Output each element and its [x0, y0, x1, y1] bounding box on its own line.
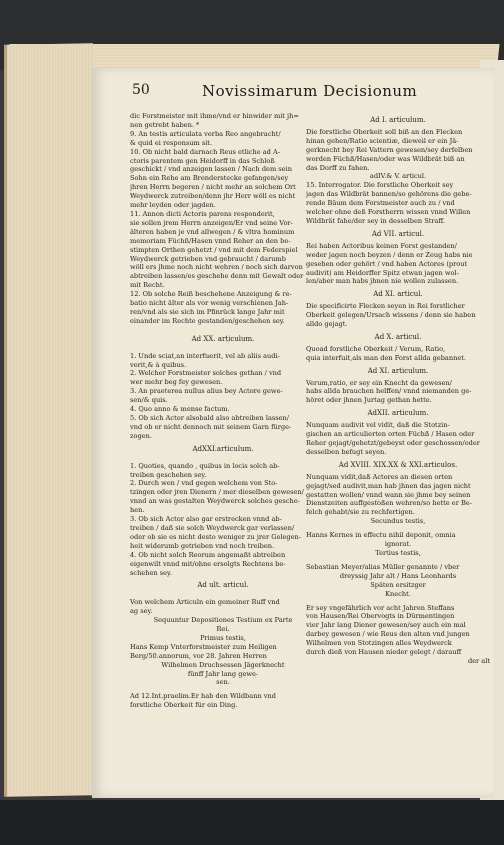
text-line: ctoris parentem gen Heidorff in das Schloß — [130, 156, 275, 165]
text-line: verit,& à quibus. — [130, 360, 187, 369]
text-line: oder ob sie es nicht desto weniger zu jrer Gelegen- — [130, 532, 301, 541]
section-heading: Ad XVIII. XIX.XX & XXI.articulos. — [338, 460, 458, 469]
text-line: Wilhelmen Druchsessen Jägerknecht — [161, 660, 285, 669]
text-line: der alt — [467, 656, 490, 665]
text-line: stimpten Orthen gehetzt / vnd mit dem Federspiel — [130, 245, 298, 254]
section-heading: Ad XI. articul. — [373, 290, 423, 299]
text-line: heit widerumb getrieben vnd noch treiben. — [130, 541, 275, 550]
section-heading: Ad X. articul. — [374, 332, 422, 341]
text-line: Hans Kemp Vnterforstmeister zum Heiligen — [130, 642, 277, 651]
text-line: wer mehr beg fey gewesen. — [130, 378, 223, 387]
text-line: gejagt/sed audivit,man hab jhnen das jagen nicht — [306, 481, 471, 490]
text-line: ren/vnd als sie sich im Pfinrück lange Jahr mit — [130, 307, 285, 316]
text-line: 3. Ob sich Actor also gar erstrecken vnnd ab- — [130, 515, 282, 524]
text-line: forstliche Oberkeit für ein Ding. — [130, 701, 238, 710]
spacer — [130, 326, 316, 331]
section-heading: Ad ult. articul. — [197, 581, 249, 590]
section-heading: Ad VII. articul. — [371, 229, 425, 238]
section-heading: Ad XX. articulum. — [191, 334, 255, 343]
text-line: darbey gewesen / wie Reus den alten vnd jungen — [306, 630, 470, 639]
text-line: alldo gejagt. — [306, 320, 348, 329]
text-line: sie sollen jrem Herrn anzeigen/Er vnd seine Vor- — [130, 218, 293, 227]
text-line: Ad 12.Int.praelim.Er hab den Wildbann vnd — [130, 692, 276, 701]
text-line: durch dieß von Hausen nieder gelegt / darauff — [306, 648, 462, 657]
text-line: jhren Herrn begeren / nicht mehr an solchem Ort — [130, 183, 296, 192]
text-line: treiben / daß sie solch Weydwerck gar verlassen/ — [130, 523, 295, 532]
text-line: gischen an articulierten orten Füchß / Hasen oder — [306, 430, 475, 439]
text-line: quia interfuit,als man den Forst allda gebannet. — [306, 353, 466, 362]
text-line: weder jagen noch beyzen / denn er Zeug habs nie — [306, 250, 473, 259]
text-line: audivit) am Heidorffer Spitz etwan jagen wol- — [306, 268, 459, 277]
text-line: 4. Ob nicht solch Reorum angemaßt abtreiben — [130, 550, 286, 559]
text-line: das Dorff zu fahen. — [306, 163, 370, 172]
text-line: sen. — [216, 678, 230, 687]
text-line: worden Füchß/Hasen/oder was Wildbrät biß an — [306, 154, 465, 163]
text-line: abtreiben lassen/es geschehe denn mit Gewalt oder — [130, 272, 304, 281]
text-line: wöll ers jhme noch nicht wehren / noch sich darvon — [130, 263, 303, 272]
text-line: ag sey. — [130, 607, 153, 616]
text-line: welcher ohne deß Forstherrn wissen vnnd Willen — [306, 208, 471, 217]
text-line: gerknecht bey Rei Vattern gewesen/sey derfelben — [306, 145, 473, 154]
text-line: zogen. — [130, 431, 152, 440]
text-line: mehr leyden oder jagden. — [130, 201, 216, 210]
running-title: Novissimarum Decisionum — [202, 82, 418, 100]
text-line: desselben befugt seyen. — [306, 447, 387, 456]
text-line: Reher gejagt/gehetzt/gebeyst oder geschossen/oder — [306, 439, 480, 447]
right-text-column — [306, 112, 490, 794]
text-line: Knecht. — [385, 589, 411, 598]
text-line: Die specificirte Flecken seyen in Rei forstlicher — [306, 302, 465, 311]
text-line: Sohn ein Rehe am Brenderstecke gefangen/sey — [130, 174, 289, 183]
text-line: dic Forstmeister mit ihme/vnd er hinwider mit jh= — [130, 112, 299, 120]
text-line: Wilhelmen von Stotzingen alles Weydwerck — [306, 639, 452, 648]
text-line: Oberkeit gelegen/Ursach wissens / denn sie haben — [306, 311, 476, 320]
text-line: Nunquam audivit vel vidit, daß die Stotzin- — [306, 421, 450, 430]
section-heading: AdXXI.articulum. — [192, 444, 254, 453]
text-line: 4. Quo anno & mense factum. — [130, 405, 230, 414]
text-line: tzingen oder jren Dienern / mer dieselben gewesen/ — [130, 488, 304, 497]
text-line: gestatten wollen/ vnnd wann sie jhme bey seinen — [306, 490, 471, 499]
text-line: Nunquam vidit,daß Actores an diesen orten — [306, 472, 453, 481]
book-page — [92, 68, 494, 798]
text-line: geschickt / vnd anzeigen lassen / Nach dem sein — [130, 165, 292, 174]
text-line: 15. Interrogator. Die forstliche Oberkeit sey — [306, 181, 454, 190]
text-line: 9. An testis articulata verba Reo angebracht/ — [130, 129, 281, 138]
text-line: felch gehabt/sie zu rechfertigen. — [306, 508, 415, 517]
text-line: & quid ei responsum sit. — [130, 138, 213, 147]
text-line: mit Recht. — [130, 281, 165, 290]
text-line: 1. Unde sciat,an interfuerit, vel ab aliis audi- — [130, 351, 280, 360]
text-line: adIV.& V. articul. — [369, 172, 427, 181]
text-line: jagen das Wildbrät bannen/so gehörens die gebe- — [306, 190, 472, 199]
text-line: Die forstliche Oberkeit soll biß an den Flecken — [306, 127, 463, 136]
dark-background-bottom — [0, 800, 504, 845]
text-line: vier Jahr lang Diener gewesen/sey auch ein mal — [306, 621, 466, 630]
text-line: hinan gehen/Ratio scientiæ, dieweil er ein Jä- — [306, 136, 459, 145]
text-line: einander im Rechte gestanden/geschehen sey. — [130, 316, 285, 325]
text-line: Dienstzeiten auffgestoßen wehren/so hette er Be- — [306, 499, 472, 508]
text-line: len/aber man habs jhnen nie wollen zulassen. — [306, 277, 459, 286]
text-line: Späten ersitzger — [370, 580, 426, 589]
text-line: 5. Ob sich Actor alsobald also abtreiben lassen/ — [130, 414, 290, 422]
text-line: Sebastian Meyer/alias Müller genannte / vber — [306, 562, 460, 571]
text-line: gesehen oder gehört / vnd haben Actores (prout — [306, 259, 468, 268]
text-line: treiben geschehen sey. — [130, 470, 207, 479]
text-line: Von welchem Articuln ein gemeiner Ruff vnd — [130, 598, 280, 607]
section-heading: AdXII. articulum. — [367, 409, 429, 418]
text-line: sen/& quis. — [130, 396, 168, 405]
text-line: schehen sey. — [130, 568, 172, 577]
text-line: batio nicht älter als vor wenig verschienen Jah- — [130, 299, 289, 308]
text-line: Sequuntur Depositiones Testium ex Parte — [153, 616, 293, 625]
book-page-edges — [4, 43, 93, 797]
text-line: 1. Quoties, quando , quibus in locis solch ab- — [130, 461, 280, 470]
text-line: Weydwerck zutreiben/denn jhr Herr wöll es nicht — [130, 192, 296, 201]
section-heading: Ad XI. articulum. — [367, 366, 429, 375]
text-line: Secundus testis, — [370, 517, 426, 526]
text-line: Rei. — [216, 625, 230, 634]
text-line: vnd ob er nicht dennoch mit seinem Garn fürge- — [130, 422, 292, 431]
text-line: dreyssig Jahr alt / Hans Leonhards — [339, 571, 457, 580]
text-line: ignorat. — [384, 540, 412, 549]
text-line: Weydwerck getrieben vnd gebraucht / darumb — [130, 254, 286, 263]
text-line: memoriam Füchß/Hasen vnnd Reher an den be- — [130, 236, 291, 245]
text-line: nen getrebt haben. * — [130, 120, 200, 129]
text-line: 10. Ob nicht bald darnach Reus etliche ad A- — [130, 147, 280, 156]
text-line: Quoad forstliche Oberkeit / Verum, Ratio, — [306, 344, 446, 353]
text-line: Rei haben Actoribus keinen Forst gestanden/ — [306, 241, 457, 250]
text-line: 3. An praeterea nullus alius bey Actore gewe- — [130, 387, 283, 396]
text-line: vnnd an was gestalten Weydwerck solches gesche- — [130, 497, 300, 506]
text-line: Tertius testis, — [375, 548, 421, 557]
text-line: rende Bäum dem Forstmeister auch zu / vnd — [306, 199, 455, 208]
text-line: Berg/50.annorum, vor 28. Jahren Herren — [130, 651, 267, 660]
left-text-column — [130, 112, 316, 794]
text-line: 2. Durch wen / vnd gegen welchem von Sto- — [130, 479, 278, 488]
text-line: habs allda brauchen helffen/ vnnd niemanden ge- — [306, 387, 472, 396]
text-line: Verum,ratio, er sey ein Knecht da gewesen/ — [306, 378, 452, 387]
text-line: Hanns Kernes in effectu nihil deponit, omnia — [306, 531, 456, 540]
section-heading: Ad I. articulum. — [370, 116, 426, 124]
text-line: von Hausen/Rei Obervogts in Dürmentingen — [306, 612, 455, 621]
text-line: 11. Annon dicti Actoris parens responderit, — [130, 209, 275, 218]
text-line: hen. — [130, 506, 145, 515]
text-line: 12. Ob solche Reiß beschehene Anzeigung & re- — [130, 290, 292, 299]
text-line: Er sey vngefährlich vor acht Jahren Steffans — [306, 603, 455, 612]
text-line: fünff Jahr lang gewe- — [187, 669, 259, 678]
page-number: 50 — [132, 82, 150, 98]
text-line: eigenwilt vnnd mit/ohne ersolgts Rechtens be- — [130, 559, 286, 568]
text-line: älteren haben je vnd allwegen / & vltra hominum — [130, 227, 295, 236]
text-line: Primus testis, — [200, 633, 246, 642]
page-header — [132, 82, 484, 102]
text-line: Wildbrät fahe/der sey in desselben Straff. — [306, 216, 445, 225]
text-line: 2. Welcher Forstmeister solches gethan / vnd — [130, 369, 282, 378]
text-line: höret oder jhnen Jurtag gethan hette. — [306, 396, 432, 405]
